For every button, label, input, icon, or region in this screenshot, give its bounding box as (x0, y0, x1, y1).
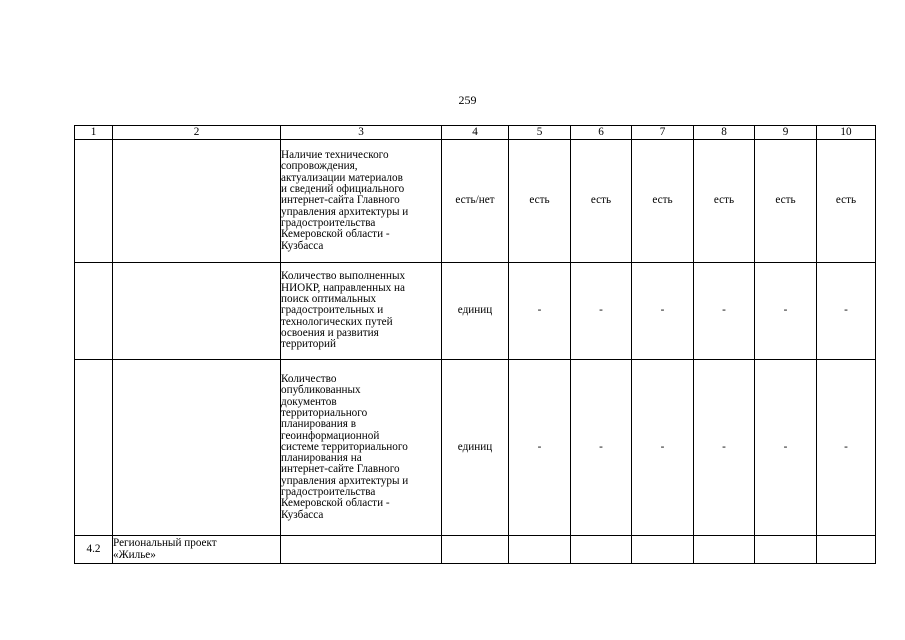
value-cell: - (571, 263, 632, 360)
indicator-name: Наличие технического сопровождения, актуализации материалов и сведений официального интернет-сайта Главного управления архитектуры и градостроительства Кемеровской области - Кузбасса (281, 140, 442, 263)
value-cell: - (509, 263, 571, 360)
value-cell (694, 536, 755, 564)
indicators-table (74, 125, 876, 564)
table-row (75, 536, 876, 564)
table-row (75, 263, 876, 360)
value-cell (632, 536, 694, 564)
indicator-name (281, 536, 442, 564)
column-header: 1 (75, 126, 113, 140)
activity-name (113, 360, 281, 536)
unit-cell: единиц (442, 360, 509, 536)
value-cell: есть (571, 140, 632, 263)
value-cell: - (571, 360, 632, 536)
table-row (75, 140, 876, 263)
table-row (75, 360, 876, 536)
value-cell: - (817, 360, 876, 536)
column-header: 2 (113, 126, 281, 140)
value-cell: - (632, 263, 694, 360)
page-number: 259 (458, 93, 477, 107)
header-row (75, 126, 876, 140)
row-number: 4.2 (75, 536, 113, 564)
value-cell: - (694, 360, 755, 536)
column-header: 4 (442, 126, 509, 140)
column-header: 8 (694, 126, 755, 140)
value-cell: - (509, 360, 571, 536)
value-cell: есть (632, 140, 694, 263)
value-cell: - (694, 263, 755, 360)
activity-name: Региональный проект «Жилье» (113, 536, 281, 564)
value-cell: есть (817, 140, 876, 263)
value-cell: - (755, 360, 817, 536)
activity-name (113, 140, 281, 263)
value-cell: - (632, 360, 694, 536)
row-number (75, 360, 113, 536)
indicator-name: Количество опубликованных документов территориального планирования в геоинформационной системе территориального планирования на интернет-сайте Главного управления архитектуры и градостроительства Кемеровской области - Кузбасса (281, 360, 442, 536)
column-header: 6 (571, 126, 632, 140)
unit-cell: единиц (442, 263, 509, 360)
unit-cell (442, 536, 509, 564)
row-number (75, 140, 113, 263)
column-header: 7 (632, 126, 694, 140)
column-header: 3 (281, 126, 442, 140)
column-header: 5 (509, 126, 571, 140)
value-cell (817, 536, 876, 564)
value-cell: есть (755, 140, 817, 263)
value-cell: есть (509, 140, 571, 263)
unit-cell: есть/нет (442, 140, 509, 263)
value-cell: - (817, 263, 876, 360)
row-number (75, 263, 113, 360)
value-cell (571, 536, 632, 564)
column-header: 10 (817, 126, 876, 140)
activity-name (113, 263, 281, 360)
value-cell (509, 536, 571, 564)
column-header: 9 (755, 126, 817, 140)
value-cell (755, 536, 817, 564)
value-cell: - (755, 263, 817, 360)
indicator-name: Количество выполненных НИОКР, направленных на поиск оптимальных градостроительных и технологических путей освоения и развития территорий (281, 263, 442, 360)
value-cell: есть (694, 140, 755, 263)
